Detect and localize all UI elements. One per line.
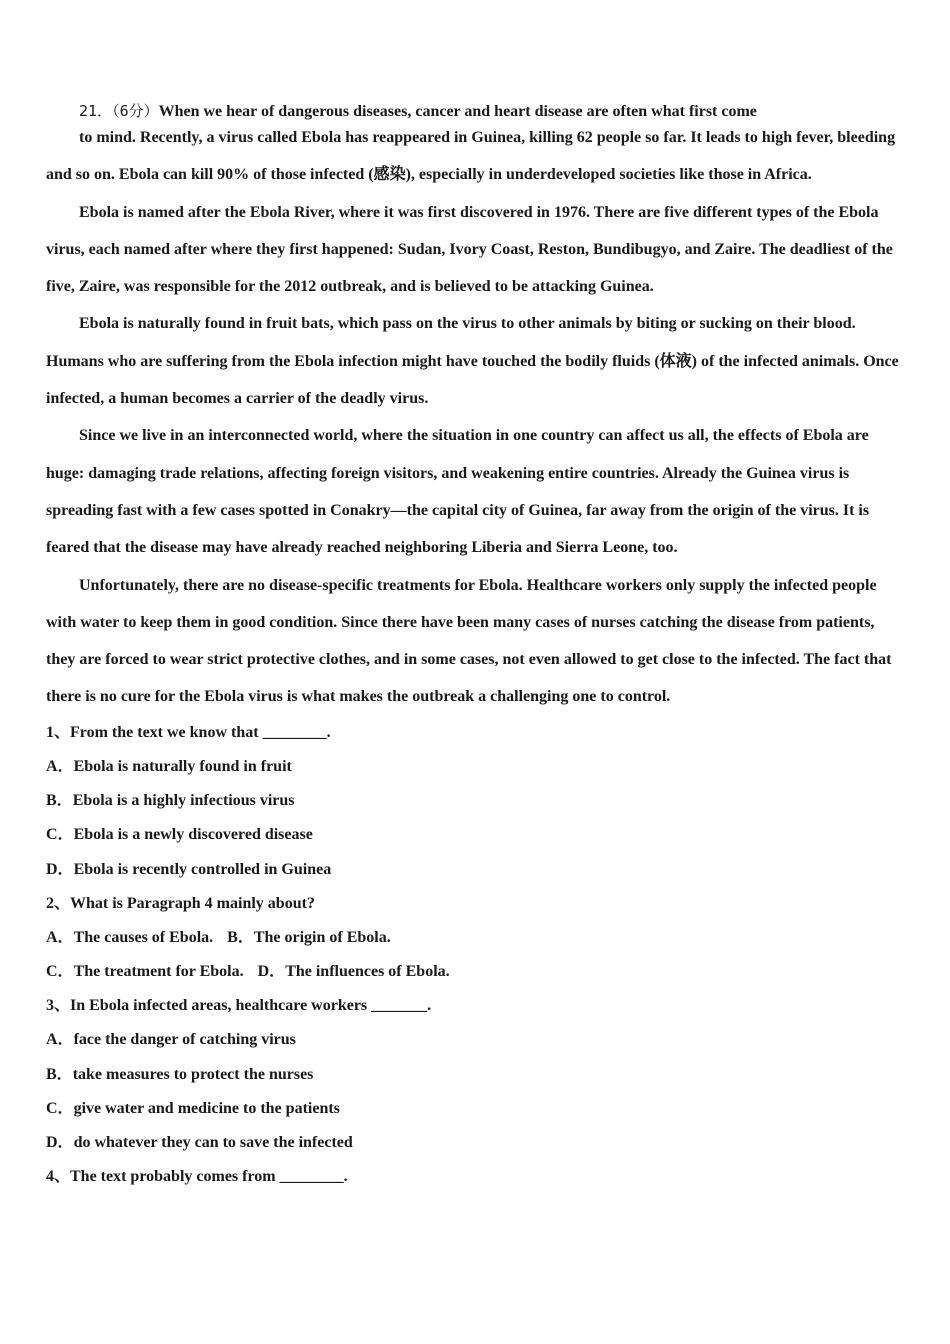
option-text: The causes of Ebola. [73,928,214,946]
passage-paragraph-2: Ebola is named after the Ebola River, where it was first discovered in 1976. There are five different types of the Ebola virus, each named after where they first happened: Sudan, Ivory Coast, Reston, Bundibugyo, and Zaire. The deadliest of the five, Zaire, was responsible for the 2012 outbreak, and is believed to be attacking Guinea. [46,203,893,296]
question-21 [46,97,902,1194]
option-label: D． [46,860,74,878]
option-text: The influences of Ebola. [285,963,450,981]
passage-first-line: When we hear of dangerous diseases, cancer and heart disease are often what first come [158,103,757,120]
passage-paragraph-1: to mind. Recently, a virus called Ebola has reappeared in Guinea, killing 62 people so far. It leads to high fever, bleeding and so on. Ebola can kill 90% of those infected (感染), especially in underdeveloped societies like those in Africa. [46,129,896,184]
option-text: take measures to protect the nurses [72,1065,314,1083]
sub-question-1-option-b [46,784,902,818]
option-label: D． [46,1134,74,1151]
option-label: C． [46,963,74,981]
option-text: Ebola is recently controlled in Guinea [73,860,332,878]
sub-question-3-option-d [46,1126,902,1160]
sub-question-2-stem: 2、What is Paragraph 4 mainly about? [46,894,315,912]
option-text: Ebola is a newly discovered disease [73,826,313,844]
option-label: C． [46,826,74,844]
sub-question-2-options-row-1 [46,921,902,955]
option-text: The treatment for Ebola. [73,963,244,981]
passage-paragraph-5: Unfortunately, there are no disease-specific treatments for Ebola. Healthcare workers only supply the infected people with water to keep them in good condition. Since there have been many cases of nurses catching the disease from patients, they are forced to wear strict protective clothes, and in some cases, not even allowed to get close to the infected. The fact that there is no cure for the Ebola virus is what makes the outbreak a challenging one to control. [46,576,892,706]
passage-paragraph-4: Since we live in an interconnected world, where the situation in one country can affect us all, the effects of Ebola are huge: damaging trade relations, affecting foreign visitors, and weakening entire countries. Already the Guinea virus is spreading fast with a few cases spotted in Conakry—the capital city of Guinea, far away from the origin of the virus. It is feared that the disease may have already reached neighboring Liberia and Sierra Leone, too. [46,427,870,557]
option-label: B． [46,1065,73,1083]
option-label: A． [46,757,74,775]
sub-question-4-stem: 4、The text probably comes from ________. [46,1168,348,1186]
sub-question-2-options-row-2 [46,955,902,989]
question-number: 21． [79,102,113,120]
sub-question-1-option-a [46,750,902,784]
sub-question-3-stem: 3、In Ebola infected areas, healthcare workers _______. [46,997,432,1015]
option-label: B． [46,792,73,810]
option-label: A． [46,928,74,946]
question-score: （6分） [112,102,159,120]
sub-question-3-option-b [46,1058,902,1092]
sub-question-1-option-d [46,853,902,887]
option-text: give water and medicine to the patients [73,1099,340,1117]
option-label: C． [46,1099,74,1117]
sub-question-3-option-a [46,1023,902,1057]
option-text: Ebola is a highly infectious virus [72,792,295,810]
option-label: B． [227,928,254,946]
sub-question-1-stem: 1、From the text we know that ________. [46,723,331,741]
sub-question-1-option-c [46,818,902,852]
option-label: A． [46,1031,74,1049]
option-text: Ebola is naturally found in fruit [73,757,292,775]
option-label: D． [257,963,286,981]
option-text: face the danger of catching virus [73,1031,296,1049]
passage-paragraph-3: Ebola is naturally found in fruit bats, which pass on the virus to other animals by biting or sucking on their blood. Humans who are suffering from the Ebola infection might have touched the bodily fluids (体液) of the infected animals. Once infected, a human becomes a carrier of the deadly virus. [46,315,899,408]
option-text: The origin of Ebola. [253,928,391,946]
sub-question-3-option-c [46,1092,902,1126]
option-text: do whatever they can to save the infected [73,1134,353,1151]
